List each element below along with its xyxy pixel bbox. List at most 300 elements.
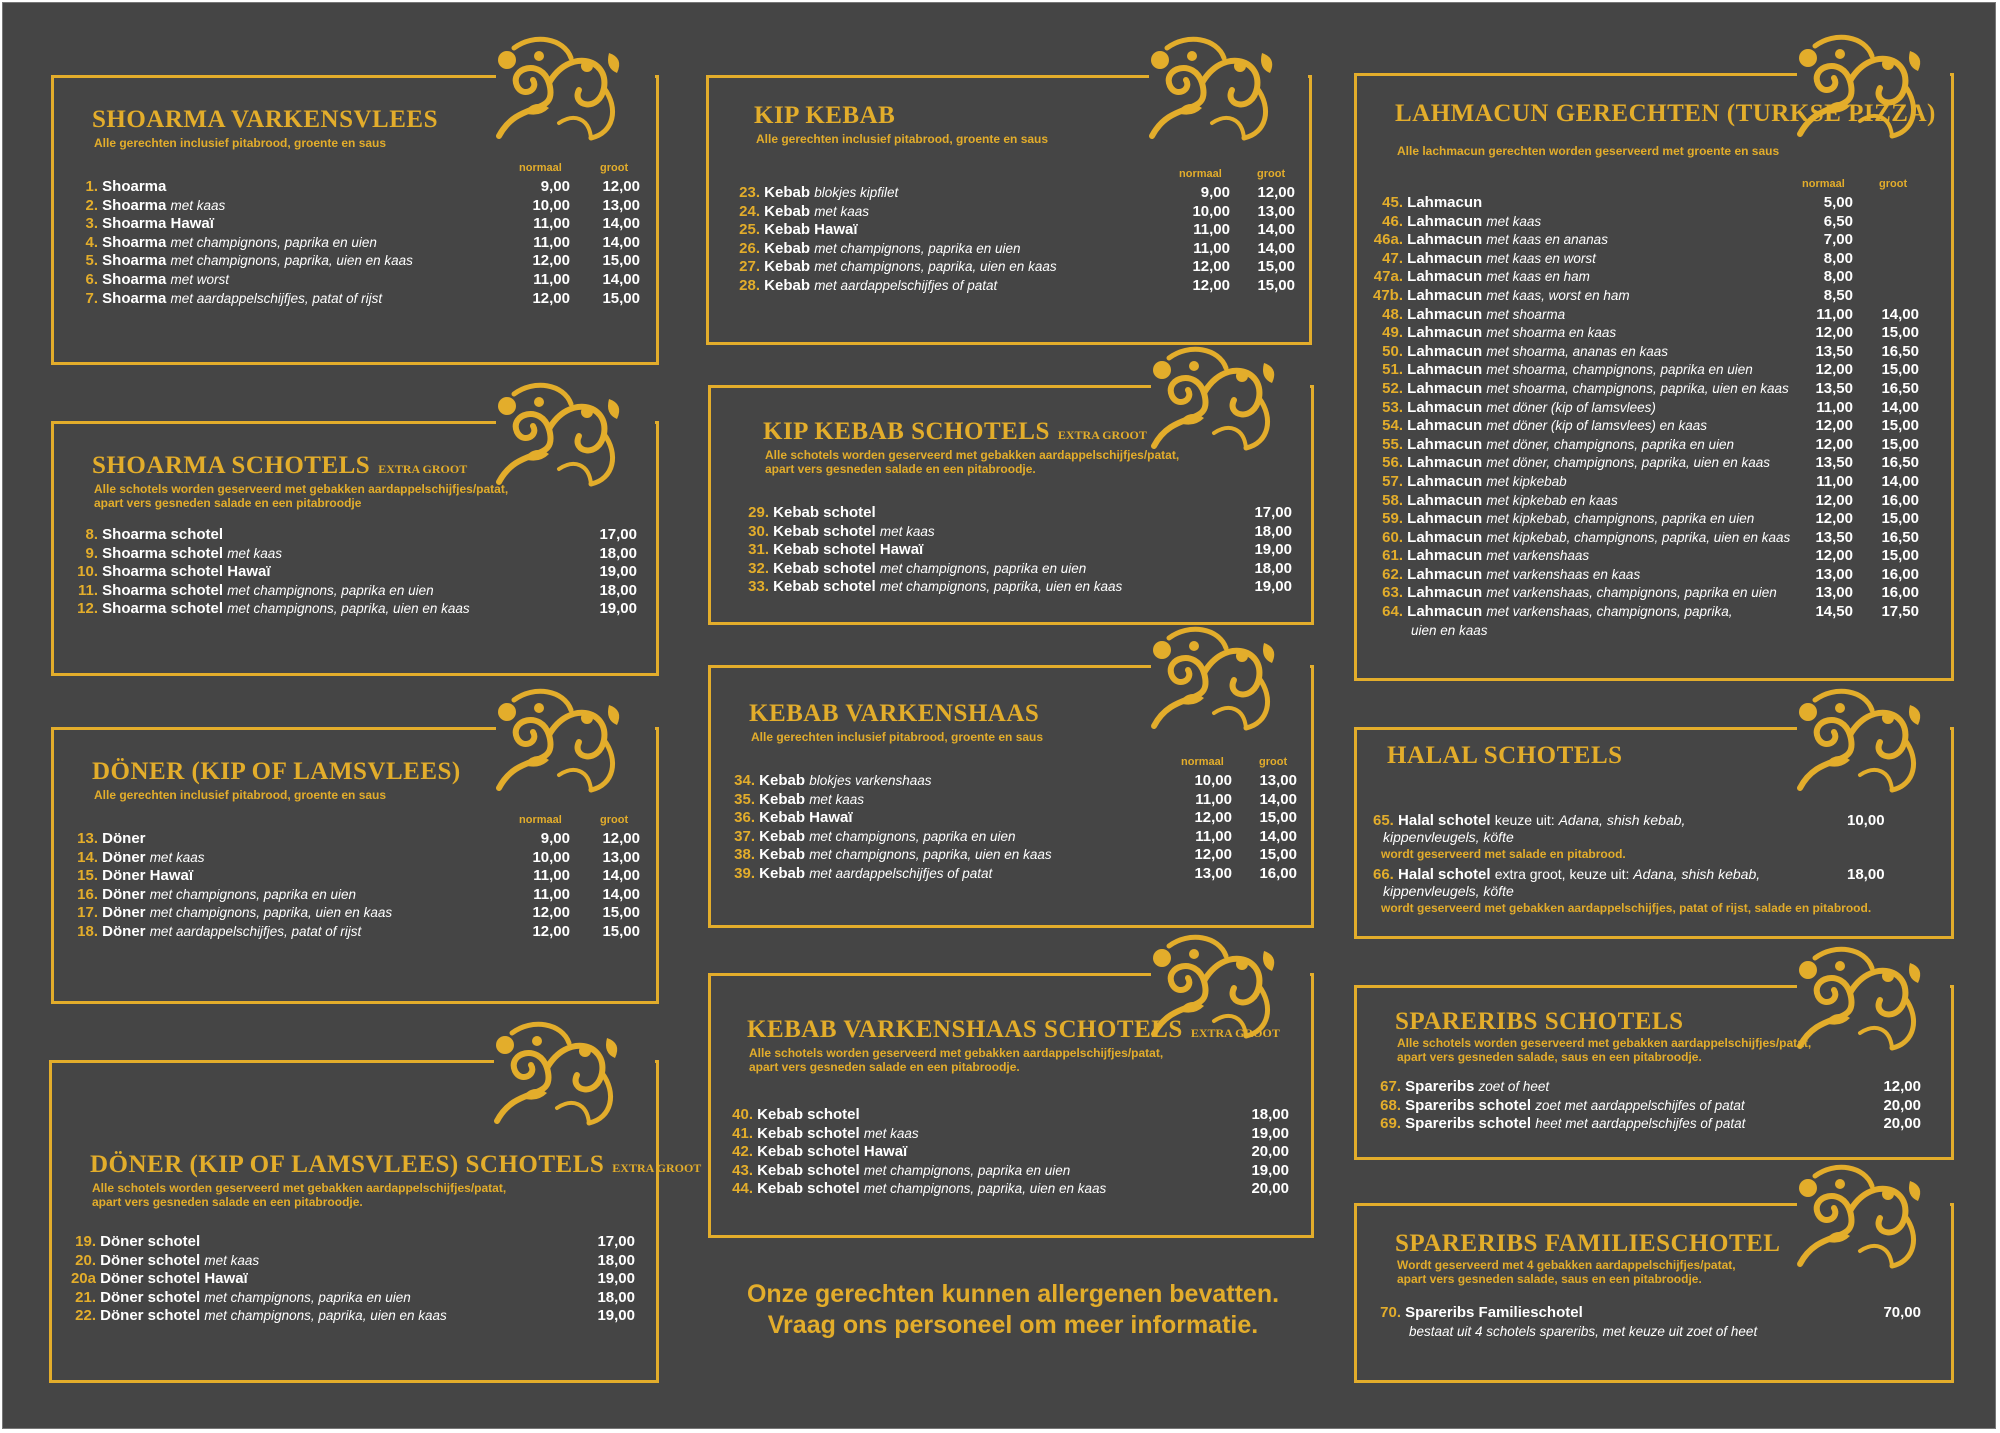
menu-item-price-normal: 12,00 <box>532 904 570 922</box>
menu-item <box>60 234 648 253</box>
menu-item-name: Lahmacun <box>1403 454 1487 472</box>
menu-item-price-large: 15,00 <box>1881 417 1919 435</box>
menu-item-price-normal: 18,00 <box>597 1288 635 1306</box>
menu-item-description: met döner (kip of lamsvlees) en kaas <box>1486 418 1707 434</box>
section-title: KEBAB VARKENSHAAS <box>749 700 1040 727</box>
menu-item-description: met shoarma en kaas <box>1486 325 1617 341</box>
menu-item-name: Shoarma schotel Hawaï <box>98 563 271 581</box>
menu-item-name: Lahmacun <box>1403 249 1487 267</box>
menu-item <box>60 290 648 309</box>
menu-item-name: Kebab <box>760 239 815 257</box>
menu-item-name: Döner <box>98 885 150 903</box>
menu-item-price-normal: 18,00 <box>1254 559 1292 577</box>
menu-item <box>1363 1323 1943 1342</box>
menu-item-price-large: 15,00 <box>1881 361 1919 379</box>
section-subtitle: Alle gerechten inclusief pitabrood, groente en saus <box>756 132 1049 146</box>
menu-item-name: Shoarma <box>98 289 171 307</box>
column-header-normal: normaal <box>519 814 562 826</box>
menu-item-description: met shoarma <box>1486 306 1566 322</box>
section-lahmacun <box>1354 73 1954 681</box>
column-header-large: groot <box>600 814 629 826</box>
menu-item-number: 32. <box>748 559 769 577</box>
menu-item-price-large: 14,00 <box>1259 827 1297 845</box>
section-shoarma-schotels <box>51 421 659 676</box>
menu-item-price-normal: 11,00 <box>533 270 570 288</box>
section-title: SPARERIBS SCHOTELS <box>1395 1008 1684 1035</box>
menu-item-price-large: 16,00 <box>1259 864 1297 882</box>
halal-item <box>1373 866 1943 917</box>
menu-item-number: 26. <box>739 239 760 257</box>
menu-item <box>1363 324 1943 343</box>
menu-item-description: met kaas <box>1486 213 1542 229</box>
menu-item-description: met champignons, paprika, uien en kaas <box>863 1181 1107 1197</box>
menu-item-list <box>1363 1304 1943 1341</box>
menu-item-number: 3. <box>85 215 98 233</box>
menu-item-number: 41. <box>732 1124 753 1142</box>
border-top-right <box>1310 973 1314 976</box>
menu-item-name: Lahmacun <box>1403 342 1487 360</box>
menu-item-name: Döner <box>98 848 150 866</box>
menu-item-number: 18. <box>77 922 98 940</box>
border-top-left <box>1354 1203 1797 1206</box>
menu-item-price-normal: 18,00 <box>1251 1106 1289 1123</box>
menu-item <box>717 1143 1303 1162</box>
menu-item-description: met kaas, worst en ham <box>1486 287 1630 303</box>
menu-item-price-large: 14,00 <box>602 270 640 288</box>
halal-choice-label: extra groot, keuze uit: <box>1494 866 1634 882</box>
menu-page <box>2 2 1996 1429</box>
menu-item-description: met champignons, paprika en uien <box>204 1289 411 1305</box>
menu-item-price-normal: 11,00 <box>533 885 570 903</box>
section-subtitle: Alle schotels worden geserveerd met gebakken aardappelschijfjes/patat, apart vers gesneden salade en een pitabroodje <box>94 482 509 510</box>
menu-item-price-normal: 8,00 <box>1823 249 1853 267</box>
menu-item-price-large: 15,00 <box>1881 510 1919 528</box>
menu-item-number: 22. <box>75 1307 96 1325</box>
menu-item-name: Shoarma <box>98 270 171 288</box>
menu-item-number: 21. <box>75 1288 96 1306</box>
menu-item <box>60 849 648 868</box>
menu-item-list <box>58 1233 648 1326</box>
menu-item <box>1363 1097 1943 1116</box>
menu-item-price-normal: 11,00 <box>1195 827 1232 845</box>
menu-item <box>717 1106 1303 1125</box>
menu-item-list <box>1363 1078 1943 1134</box>
menu-item-name: Döner schotel <box>96 1288 205 1306</box>
menu-item-description: met kaas <box>863 1125 919 1141</box>
column-header-normal: normaal <box>1802 178 1845 190</box>
menu-item-number: 54. <box>1382 417 1403 435</box>
menu-item-description: met aardappelschijfjes, patat of rijst <box>149 923 362 939</box>
menu-item-price-normal: 10,00 <box>532 848 570 866</box>
menu-item-price-normal: 19,00 <box>597 1270 635 1288</box>
allergen-note <box>713 1279 1313 1341</box>
menu-item <box>1363 454 1943 473</box>
menu-item-price-large: 14,00 <box>602 867 640 885</box>
menu-item-name: Shoarma <box>98 178 167 195</box>
menu-item-price-large: 14,00 <box>1881 398 1919 416</box>
menu-item-number: 1. <box>85 178 98 195</box>
menu-item-price-large: 16,00 <box>1881 584 1919 602</box>
section-spareribs <box>1354 985 1954 1160</box>
section-title-extra: EXTRA GROOT <box>612 1161 702 1175</box>
menu-item-number: 23. <box>739 184 760 201</box>
section-subtitle: Wordt geserveerd met 4 gebakken aardappelschijfjes/patat, apart vers gesneden salade, saus en een pitabroodje. <box>1397 1258 1736 1286</box>
menu-item-description: met varkenshaas, champignons, paprika, <box>1486 604 1733 620</box>
menu-item <box>715 277 1301 296</box>
menu-item-name: Döner schotel Hawaï <box>96 1270 248 1288</box>
menu-item <box>60 904 648 923</box>
section-title: SHOARMA VARKENSVLEES <box>92 106 438 133</box>
menu-item-number: 47a. <box>1373 268 1403 286</box>
menu-item-list <box>60 526 648 619</box>
border-top-right <box>655 1060 659 1063</box>
menu-item-name: Kebab Hawaï <box>760 221 858 239</box>
menu-item-list <box>717 772 1303 884</box>
menu-item-price-normal: 19,00 <box>597 1307 635 1325</box>
flourish-ornament-icon <box>479 680 629 800</box>
menu-item-number: 10. <box>77 563 98 581</box>
menu-item-price-normal: 12,00 <box>1192 276 1230 294</box>
menu-item-number: 30. <box>748 522 769 540</box>
halal-choices: Adana, shish kebab, <box>1633 866 1761 882</box>
menu-item-list <box>60 830 648 942</box>
menu-item-name: Shoarma <box>98 196 171 214</box>
menu-item-name: Lahmacun <box>1403 417 1487 435</box>
menu-item-name: Kebab <box>755 864 810 882</box>
menu-item-description: met kipkebab, champignons, paprika, uien en kaas <box>1486 529 1791 545</box>
menu-item-price-normal: 18,00 <box>597 1251 635 1269</box>
menu-item-number: 46a. <box>1373 231 1403 249</box>
menu-item-price-large: 14,00 <box>602 233 640 251</box>
menu-item-description: met kaas en ananas <box>1486 232 1608 248</box>
menu-item <box>1363 492 1943 511</box>
menu-item-number: 36. <box>734 809 755 827</box>
menu-item-description: met varkenshaas <box>1486 548 1590 564</box>
menu-item-price-normal: 12,00 <box>1815 491 1853 509</box>
menu-item <box>1363 231 1943 250</box>
menu-item-description: met kaas <box>809 791 864 807</box>
menu-item <box>1363 622 1943 641</box>
menu-item <box>717 504 1303 523</box>
menu-item-number: 29. <box>748 504 769 521</box>
menu-item-price-normal: 12,00 <box>1815 417 1853 435</box>
menu-item-number: 39. <box>734 864 755 882</box>
menu-item-price-normal: 17,00 <box>1254 504 1292 521</box>
menu-item <box>1363 287 1943 306</box>
menu-item-description: met champignons, paprika en uien <box>879 560 1087 576</box>
section-subtitle: Alle schotels worden geserveerd met gebakken aardappelschijfjes/patat, apart vers gesneden salade en een pitabroodje. <box>749 1046 1164 1074</box>
menu-item-price-normal: 13,50 <box>1815 379 1853 397</box>
menu-item-number: 40. <box>732 1106 753 1123</box>
menu-item-description: met kaas <box>227 545 282 561</box>
menu-item-price-normal: 12,00 <box>532 289 570 307</box>
menu-item <box>717 541 1303 560</box>
menu-item-name: Shoarma schotel <box>98 526 224 543</box>
menu-item-number: 34. <box>734 772 755 789</box>
menu-item-description: met champignons, paprika en uien <box>809 828 1016 844</box>
menu-item <box>60 563 648 582</box>
menu-item-name: Spareribs schotel <box>1401 1096 1536 1114</box>
menu-item <box>717 791 1303 810</box>
menu-item-number: 55. <box>1382 435 1403 453</box>
menu-item-number: 57. <box>1382 472 1403 490</box>
menu-item <box>1363 250 1943 269</box>
menu-item-price-normal: 6,50 <box>1823 212 1853 230</box>
menu-item-price-normal: 13,50 <box>1815 342 1853 360</box>
menu-item-price-normal: 17,00 <box>597 1233 635 1250</box>
menu-item-name: Lahmacun <box>1403 603 1487 621</box>
section-title: DÖNER (KIP OF LAMSVLEES) SCHOTELS EXTRA GROOT <box>90 1151 702 1178</box>
border-top-left <box>51 421 496 424</box>
menu-item-name: Kebab schotel Hawaï <box>753 1143 908 1161</box>
section-kip-kebab-schotels <box>708 385 1314 625</box>
menu-item-list <box>60 178 648 308</box>
border-top-right <box>1308 75 1312 78</box>
section-spareribs-familie <box>1354 1203 1954 1383</box>
allergen-note-line1: Onze gerechten kunnen allergenen bevatten. <box>746 1280 1280 1308</box>
flourish-ornament-icon <box>1780 680 1930 800</box>
menu-item-price-large: 14,00 <box>1257 239 1295 257</box>
menu-item-description: met champignons, paprika, uien en kaas <box>204 1308 447 1324</box>
menu-item <box>1363 529 1943 548</box>
menu-item <box>717 578 1303 597</box>
menu-item-description: met kaas <box>879 523 935 539</box>
menu-item-description: met champignons, paprika, uien en kaas <box>170 253 413 269</box>
halal-served: wordt geserveerd met salade en pitabrood. <box>1381 847 1626 861</box>
menu-item <box>715 184 1301 203</box>
menu-item-number: 63. <box>1382 584 1403 602</box>
menu-item-name: Döner schotel <box>96 1307 205 1325</box>
menu-item-price-large: 15,00 <box>602 904 640 922</box>
border-top-left <box>706 75 1149 78</box>
menu-item-price-normal: 11,00 <box>533 215 570 233</box>
menu-item-number: 65. <box>1373 812 1399 829</box>
menu-item-number: 58. <box>1382 491 1403 509</box>
menu-item-price-large: 14,00 <box>1259 790 1297 808</box>
halal-choices-cont: kippenvleugels, köfte <box>1383 829 1514 845</box>
halal-choices-cont: kippenvleugels, köfte <box>1383 883 1514 899</box>
menu-item-price-normal: 18,00 <box>1254 522 1292 540</box>
menu-item-name: Kebab schotel <box>753 1124 864 1142</box>
section-title: HALAL SCHOTELS <box>1387 742 1623 769</box>
menu-item-name: Kebab <box>755 846 810 864</box>
menu-item-name: Lahmacun <box>1403 528 1487 546</box>
menu-item-price-large: 16,50 <box>1881 528 1919 546</box>
menu-item-price-normal: 70,00 <box>1883 1304 1921 1321</box>
menu-item-name: Kebab schotel <box>769 522 880 540</box>
menu-item <box>60 923 648 942</box>
menu-item <box>1363 417 1943 436</box>
menu-item-description: blokjes varkenshaas <box>809 773 932 788</box>
menu-item-description: met kaas <box>170 197 226 213</box>
menu-item-number: 50. <box>1382 342 1403 360</box>
menu-item-price-normal: 11,00 <box>1816 398 1853 416</box>
menu-item <box>715 203 1301 222</box>
menu-item-number: 33. <box>748 578 769 596</box>
menu-item-price-large: 15,00 <box>602 922 640 940</box>
border-top-right <box>655 727 659 730</box>
menu-item-number: 62. <box>1382 565 1403 583</box>
menu-item <box>1363 213 1943 232</box>
menu-item-list <box>717 1106 1303 1199</box>
halal-choices: Adana, shish kebab, <box>1558 812 1686 828</box>
menu-item-name: Lahmacun <box>1403 361 1487 379</box>
flourish-ornament-icon <box>1134 618 1284 738</box>
section-title: LAHMACUN GERECHTEN (TURKSE PIZZA) <box>1395 100 1936 127</box>
menu-item-name: Kebab schotel <box>753 1161 864 1179</box>
menu-item-number: 64. <box>1382 603 1403 621</box>
menu-item-description: zoet met aardappelschijfes of patat <box>1535 1097 1745 1113</box>
menu-item <box>1363 584 1943 603</box>
menu-item-price-large: 16,50 <box>1881 379 1919 397</box>
menu-item-number: 4. <box>85 233 98 251</box>
menu-item-price-normal: 20,00 <box>1883 1096 1921 1114</box>
menu-item-name: Kebab <box>760 258 815 276</box>
menu-item-number: 14. <box>77 848 98 866</box>
menu-item-price-normal: 10,00 <box>532 196 570 214</box>
menu-item-description: met aardappelschijfjes, patat of rijst <box>170 290 383 306</box>
flourish-ornament-icon <box>479 28 629 148</box>
menu-item <box>717 828 1303 847</box>
menu-item-price-large: 13,00 <box>602 196 640 214</box>
menu-item <box>58 1307 648 1326</box>
border-top-left <box>708 973 1151 976</box>
section-title: KEBAB VARKENSHAAS SCHOTELS EXTRA GROOT <box>747 1016 1280 1043</box>
menu-item-price-normal: 19,00 <box>599 600 637 618</box>
menu-item <box>1363 399 1943 418</box>
section-doner-schotels <box>49 1060 702 1383</box>
column-header-normal: normaal <box>519 162 562 174</box>
border-top-left <box>1354 985 1797 988</box>
menu-item-price-normal: 12,00 <box>1194 846 1232 864</box>
menu-item-description: heet met aardappelschijfes of patat <box>1535 1116 1746 1132</box>
menu-item <box>717 523 1303 542</box>
menu-item-price-normal: 20,00 <box>1883 1115 1921 1133</box>
menu-item-name: Spareribs <box>1401 1078 1479 1095</box>
menu-item-price-large: 15,00 <box>602 252 640 270</box>
menu-item-price-normal: 12,00 <box>1815 547 1853 565</box>
menu-item-description: met champignons, paprika, uien en kaas <box>814 259 1057 275</box>
menu-item-description: met shoarma, champignons, paprika, uien en kaas <box>1486 380 1789 396</box>
menu-item-price-normal: 12,00 <box>1192 258 1230 276</box>
menu-item <box>60 582 648 601</box>
menu-item <box>1363 1078 1943 1097</box>
section-halal <box>1354 727 1954 939</box>
menu-item <box>717 865 1303 884</box>
menu-item-number: 68. <box>1380 1096 1401 1114</box>
menu-item-number: 6. <box>85 270 98 288</box>
border-top-left <box>708 665 1151 668</box>
menu-item <box>715 221 1301 240</box>
menu-item-description: met döner (kip of lamsvlees) <box>1486 399 1656 415</box>
menu-item <box>1363 268 1943 287</box>
menu-item-number: 20a <box>70 1270 96 1288</box>
border-top-right <box>655 421 659 424</box>
section-title: SPARERIBS FAMILIESCHOTEL <box>1395 1230 1781 1257</box>
menu-item <box>1363 306 1943 325</box>
menu-item-description: met champignons, paprika en uien <box>149 886 357 902</box>
menu-item-description: met kipkebab en kaas <box>1486 492 1618 508</box>
menu-item <box>715 258 1301 277</box>
menu-item-number: 38. <box>734 846 755 864</box>
menu-item-name: Lahmacun <box>1403 268 1487 286</box>
menu-item-description: bestaat uit 4 schotels spareribs, met keuze uit zoet of heet <box>1409 1323 1758 1339</box>
menu-item-price-normal: 9,00 <box>1200 184 1230 201</box>
menu-item-price-normal: 13,00 <box>1815 584 1853 602</box>
menu-item-price-normal: 20,00 <box>1251 1143 1289 1161</box>
menu-item-description: met champignons, paprika en uien <box>227 582 434 598</box>
menu-item-name: Kebab <box>760 202 815 220</box>
menu-item-price-large: 17,50 <box>1881 603 1919 621</box>
menu-item-number: 19. <box>75 1233 96 1250</box>
menu-item-price-large: 14,00 <box>1881 472 1919 490</box>
section-title-extra: EXTRA GROOT <box>1190 1026 1280 1040</box>
border-top-left <box>49 1060 494 1063</box>
section-subtitle: Alle gerechten inclusief pitabrood, groente en saus <box>94 136 387 150</box>
menu-item-price-normal: 11,00 <box>1193 221 1230 239</box>
menu-item <box>60 830 648 849</box>
menu-item-name: Lahmacun <box>1403 286 1487 304</box>
menu-item-price-normal: 19,00 <box>1254 578 1292 596</box>
menu-item-price-large: 13,00 <box>1259 772 1297 789</box>
menu-item-name: Kebab <box>760 184 815 201</box>
menu-item-price-normal: 13,00 <box>1815 565 1853 583</box>
menu-item-number: 13. <box>77 830 98 847</box>
menu-item <box>717 1180 1303 1199</box>
menu-item-number: 17. <box>77 904 98 922</box>
menu-item-name: Kebab schotel Hawaï <box>769 541 924 559</box>
menu-item-description: met kaas en worst <box>1486 250 1596 266</box>
menu-item-number: 59. <box>1382 510 1403 528</box>
menu-item-description: uien en kaas <box>1411 622 1488 638</box>
menu-item-description: zoet of heet <box>1478 1079 1550 1094</box>
flourish-ornament-icon <box>1780 1156 1930 1276</box>
section-subtitle: Alle lachmacun gerechten worden geserveerd met groente en saus <box>1397 144 1780 158</box>
menu-item-description: met champignons, paprika, uien en kaas <box>809 847 1052 863</box>
menu-item-description: met varkenshaas en kaas <box>1486 566 1641 582</box>
menu-item-name: Kebab <box>755 772 810 789</box>
column-header-normal: normaal <box>1179 168 1222 180</box>
column-header-normal: normaal <box>1181 756 1224 768</box>
menu-item-number: 24. <box>739 202 760 220</box>
flourish-ornament-icon <box>1134 338 1284 458</box>
menu-item-price-normal: 13,50 <box>1815 454 1853 472</box>
menu-item <box>1363 343 1943 362</box>
menu-item-name: Lahmacun <box>1403 472 1487 490</box>
menu-item-name: Kebab schotel <box>769 559 880 577</box>
menu-item-name: Döner <box>98 904 150 922</box>
menu-item-number: 9. <box>85 544 98 562</box>
section-title: KIP KEBAB <box>754 102 896 129</box>
menu-item-price-normal: 9,00 <box>540 830 570 847</box>
menu-item-name: Lahmacun <box>1403 379 1487 397</box>
menu-item-number: 47. <box>1382 249 1403 267</box>
menu-item-price-large: 15,00 <box>1259 846 1297 864</box>
menu-item-number: 51. <box>1382 361 1403 379</box>
halal-served: wordt geserveerd met gebakken aardappelschijfjes, patat of rijst, salade en pitabrood. <box>1381 901 1872 915</box>
menu-item <box>1363 510 1943 529</box>
menu-item <box>1363 194 1943 213</box>
menu-item-price-normal: 12,00 <box>1815 510 1853 528</box>
section-kebab-varkenshaas <box>708 665 1314 928</box>
menu-item-price-large: 16,00 <box>1881 565 1919 583</box>
menu-item-price-large: 12,00 <box>602 830 640 847</box>
menu-item-name: Kebab <box>760 276 815 294</box>
menu-item <box>60 526 648 545</box>
menu-item-price-normal: 10,00 <box>1194 772 1232 789</box>
halal-choice-label: keuze uit: <box>1494 812 1559 828</box>
menu-item-name: Döner schotel <box>96 1251 205 1269</box>
